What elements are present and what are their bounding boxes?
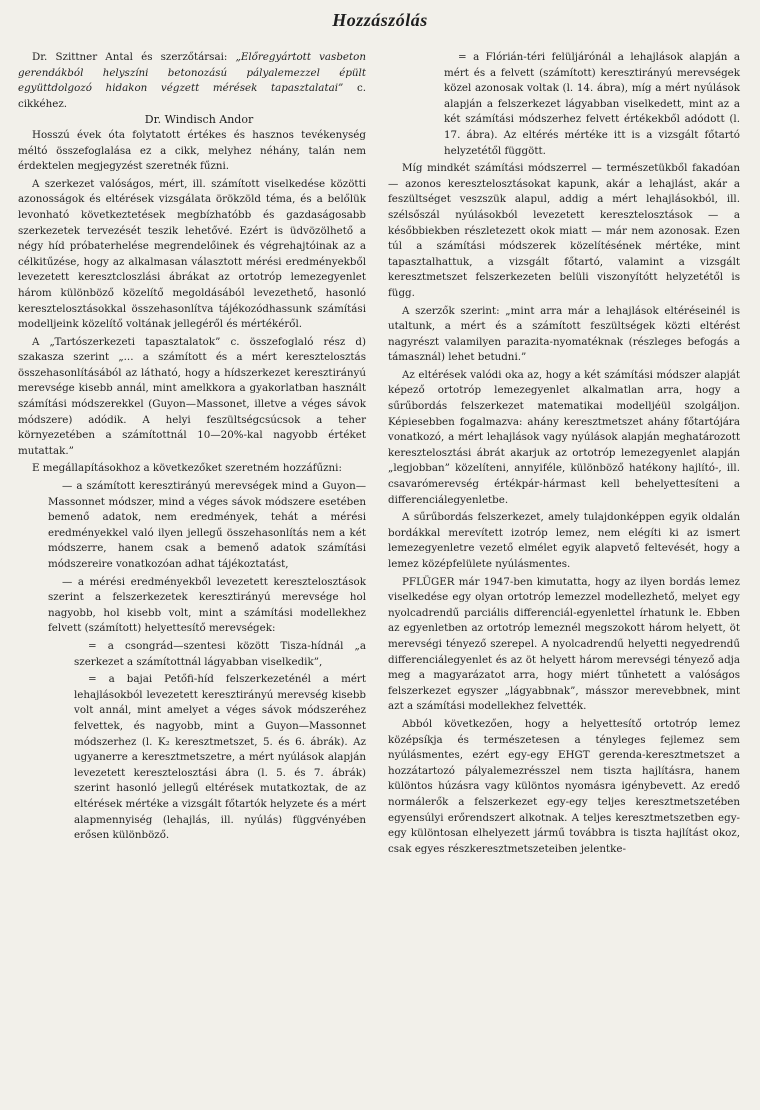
sub-list-item: = a bajai Petőfi-híd felszerkezeténél a mért lehajlásokból levezetett keresztirányú merevség kisebb volt annál, mint amelyet a véges sávok módszeréhez felvettek, és nagyobb, mint a Guyon—Massonnet módszerhez (l. K₂ keresztmetszet, 5. és 6. ábrák). Az ugyanerre a keresztmetszetre, a mért nyúlások alapján levezetett keresztelosztási ábra (l. 5. és 7. ábrák) szerint hasonló jellegű eltérések mutatkoztak, de az eltérések mértéke a vizsgált főtartók helyzete és a mért alapmennyiség (lehajlás, ill. nyúlás) függvényében erősen különböző.: [74, 673, 366, 842]
paragraph: Hosszú évek óta folytatott értékes és hasznos tevékenység méltó összefoglalása ez a cikk, melyhez néhány, talán nem érdektelen megjegyzést szeretnék fűzni.: [18, 128, 366, 173]
right-column: [388, 50, 740, 857]
sub-list-item: = a csongrád—szentesi között Tisza-hídnál „a szerkezet a számítottnál lágyabban viselkedik”,: [74, 639, 366, 668]
list-item: — a számított keresztirányú merevségek mind a Guyon—Massonnet módszer, mind a véges sávok módszere esetében bemenő adatok, nem eredmények, tehát a mérési eredményekkel való ilyen jellegű összehasonlítás nem a két módszerre, hanem csak a bemenő adatok számítási módszereire vonatkozóan adhat tájékoztatást,: [48, 480, 366, 570]
left-column: [18, 50, 366, 844]
paragraph: A „Tartószerkezeti tapasztalatok” c. összefoglaló rész d) szakasza szerint „... a számított és a mért keresztelosztás összehasonlításából az látható, hogy a hídszerkezet keresztirányú merevsége kisebb annál, mint amelkkora a gyakorlatban használt számítási módszerekkel (Guyon—Massonet, illetve a véges sávok módszere) adódik. A helyi feszültségcsúcsok a teher környezetében a számítottnál 10—20%-kal nagyobb értéket mutattak.”: [18, 335, 366, 457]
paragraph: A szerzők szerint: „mint arra már a lehajlások eltéréseinél is utaltunk, a mért és a számított feszültségek közti eltérést nagyrészt valamilyen parazita-nyomatéknak (részleges befogás a támasznál) lehet betudni.”: [388, 304, 740, 364]
intro-prefix: Dr. Szittner Antal és szerzőtársai:: [32, 51, 236, 63]
paragraph: Az eltérések valódi oka az, hogy a két számítási módszer alapját képező ortotróp lemezegyenlet alkalmatlan arra, hogy a sűrűbordás felszerkezet matematikai modelljéül szolgáljon. Képiesebben fogalmazva: ahány keresztmetszet ahány főtartójára vonatkozó, a mért lehajlások vagy nyúlások alapján meghatározott keresztelosztási ábrát akarjuk az ortotróp lemezegyenlet alapján „legjobban” közelíteni, annyiféle, különböző hatékony hajlító-, ill. csavarómerevség értékpár-hármast kell behelyettesíteni a differenciálegyenletbe.: [388, 368, 740, 506]
paragraph: A szerkezet valóságos, mért, ill. számított viselkedése közötti azonosságok és eltérések vizsgálata örökzöld téma, és a belőlük levonható következtetések megbízhatóbb és gazdaságosabb szerkezetek tervezését teszik lehetővé. Ezért is üdvözölhető a négy híd próbaterhelése megrendelőinek és végrehajtóinak az a célkitűzése, hogy az alkalmasan választott mérési eredményekből levezetett keresztcloszlási ábrákat az ortotróp lemezegyenlet három különböző közelítő megoldásából levezethető, hasonló keresztelosztásokkal összehasonlítva tájékozódhassunk számítási modelljeink közelítő voltának jellegéről és mértékéről.: [18, 177, 366, 331]
paragraph: PFLÜGER már 1947-ben kimutatta, hogy az ilyen bordás lemez viselkedése egy olyan ortotróp lemezzel modellezhető, melyet egy nyolcadrendű parciális differenciál-egyenlettel írhatunk le. Ebben az egyenletben az ortotróp lemeznél megszokott három helyett, öt merevségi tényező szerepel. A nyolcadrendű helyetti negyedrendű differenciálegyenlet és az öt helyett három merevségi tényező adja meg a magyarázatot arra, hogy miért tűnhetett a valóságos felszerkezet egyszer „lágyabbnak”, másszor merevebbnek, mint azt a számítási modellekhez felvették.: [388, 575, 740, 713]
author-name: Dr. Windisch Andor: [144, 113, 254, 127]
page-title: Hozzászólás: [332, 10, 428, 30]
intro-suffix: c. cikkéhez.: [18, 82, 366, 110]
paragraph: A sűrűbordás felszerkezet, amely tulajdonképpen egyik oldalán bordákkal merevített izotróp lemez, nem elégíti ki az ismert lemezegyenletre vezető elmélet egyik alapvető feltevését, hogy a lemez középfelülete nyúlásmentes.: [388, 511, 740, 570]
paragraph: Míg mindkét számítási módszerrel — természetükből fakadóan — azonos keresztelosztásokat kapunk, akár a lehajlást, akár a feszültséget veszszük alapul, addig a mért lehajlásokból, ill. szélsőszál nyúlásokból levezetett keresztelosztások — a későbbiekben részletezett okok miatt — már nem azonosak. Ezen túl a számítási módszerek közelítésének mértéke, mint tapasztalhattuk, a vizsgált főtartó, valamint a vizsgált keresztmetszet felszerkezeten belüli viszonyítótt helyzetétől is függ.: [388, 162, 740, 299]
paragraph: E megállapításokhoz a következőket szeretném hozzáfűzni:: [32, 462, 342, 475]
referenced-article-title: „Előregyártott vasbeton gerendákból helyszíni betonozású pályalemezzel épült együttdolgozó hidakon végzett mérések tapasztalatai”: [18, 51, 366, 95]
intro-reference: [18, 50, 366, 112]
paragraph: Abból következően, hogy a helyettesítő ortotróp lemez középsíkja és természetesen a tényleges fejlemez sem nyúlásmentes, ezért egy-egy EHGT gerenda-keresztmetszet a hozzátartozó pályalemezrésszel nem tiszta hajlításra, hanem különtos húzásra vagy különtos nyomásra igénybevett. Az eredő normálerők a felszerkezet egy-egy teljes keresztmetszetében egyensúlyi erőrendszert alkotnak. A teljes keresztmetszetben egy-egy különtosan elhelyezett jármű továbbra is tiszta hajlítást okoz, csak egyes részkeresztmetszeteiben jelentke-: [388, 717, 740, 855]
sub-list-item: = a Flórián-téri felüljárónál a lehajlások alapján a mért és a felvett (számított) keresztirányú merevségek közel azonosak voltak (l. 14. ábra), míg a mért nyúlások alapján a felszerkezet lágyabban viselkedett, mint az a két számítási módszerhez felvett értékekből adódott (l. 17. ábra). Az eltérés mértéke itt is a vizsgált főtartó helyzetétől függött.: [444, 51, 740, 157]
list-item: — a mérési eredményekből levezetett keresztelosztások szerint a felszerkezetek keresztirányú merevsége hol nagyobb, hol kisebb volt, mint a számítási modellekhez felvett (számított) helyettesítő merevségek:: [48, 575, 366, 635]
